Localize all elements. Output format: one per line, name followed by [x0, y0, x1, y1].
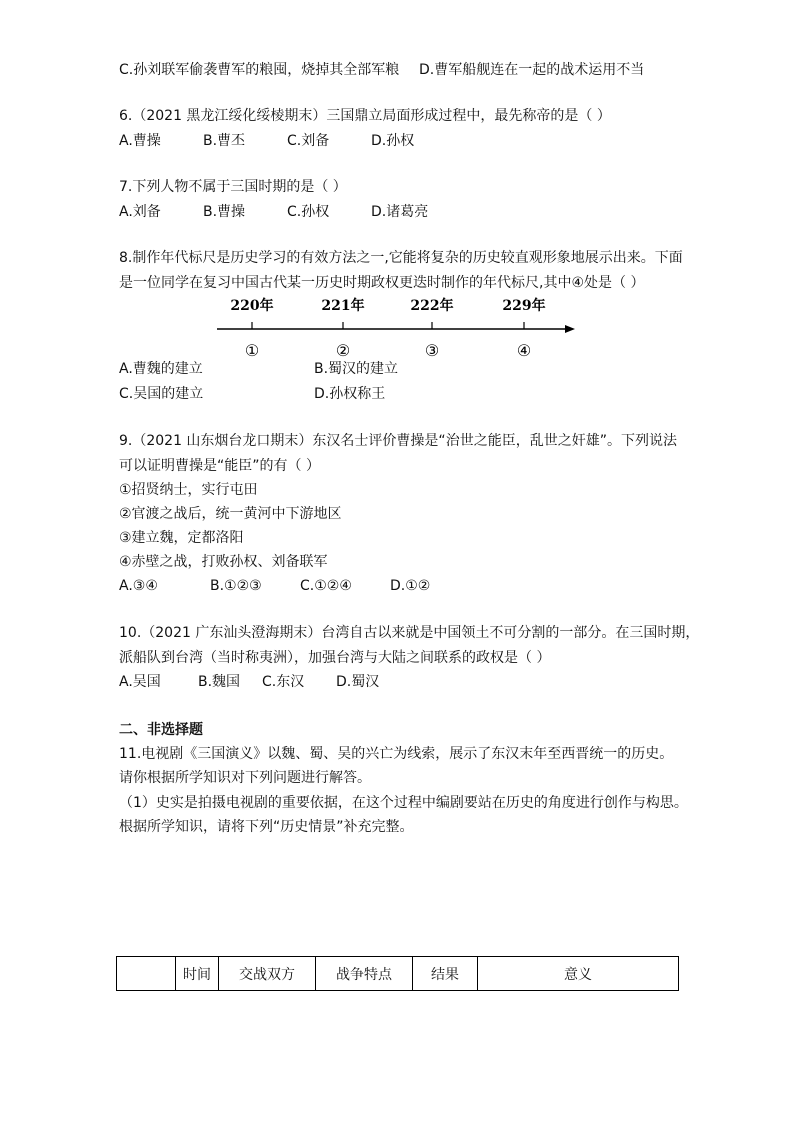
q8-options-row2	[119, 384, 385, 404]
q7-options	[119, 202, 428, 222]
q9-item-2: ②官渡之战后，统一黄河中下游地区	[119, 506, 342, 522]
q8-timeline	[119, 292, 589, 362]
q7-option-b: B.曹操	[203, 204, 246, 220]
q6-option-c: C.刘备	[287, 133, 330, 149]
q10-option-d: D.蜀汉	[336, 674, 380, 690]
q6-option-a: A.曹操	[119, 133, 161, 149]
timeline-mark-2: ②	[335, 341, 351, 360]
timeline-mark-1: ①	[244, 341, 260, 360]
timeline-arrow	[565, 325, 575, 333]
q8-option-b: B.蜀汉的建立	[314, 361, 399, 377]
history-table	[116, 956, 679, 991]
timeline-year-3: 222年	[410, 298, 454, 314]
q5-option-c: C.孙刘联军偷袭曹军的粮囤，烧掉其全部军粮	[119, 62, 400, 78]
table-header-cell: 意义	[478, 957, 679, 991]
timeline-mark-4: ④	[516, 341, 532, 360]
q8-stem-line1: 8.制作年代标尺是历史学习的有效方法之一,它能将复杂的历史较直观形象地展示出来。下面	[119, 250, 683, 266]
q9-option-d: D.①②	[390, 578, 431, 594]
q6-option-d: D.孙权	[371, 133, 415, 149]
section-title: 二、非选择题	[119, 722, 203, 738]
q9-item-3: ③建立魏，定都洛阳	[119, 530, 244, 546]
q9-stem-line2: 可以证明曹操是“能臣”的有（ ）	[119, 458, 320, 474]
table-header-cell: 时间	[176, 957, 219, 991]
table-header-cell: 交战双方	[219, 957, 316, 991]
q9-option-a: A.③④	[119, 578, 158, 594]
q9-option-b: B.①②③	[210, 578, 262, 594]
q8-stem-line2: 是一位同学在复习中国古代某一历史时期政权更迭时制作的年代标尺,其中④处是（ ）	[119, 275, 645, 291]
timeline-year-1: 220年	[230, 298, 274, 314]
q9-options	[119, 576, 430, 596]
table-header-cell: 结果	[413, 957, 478, 991]
q8-option-d: D.孙权称王	[314, 386, 386, 402]
q5-options	[119, 60, 644, 80]
table-header-cell: 战争特点	[316, 957, 413, 991]
q10-option-b: B.魏国	[198, 674, 241, 690]
q10-stem-line2: 派船队到台湾（当时称夷洲），加强台湾与大陆之间联系的政权是（ ）	[119, 650, 551, 666]
table-header-cell	[117, 957, 176, 991]
q9-stem-line1: 9.（2021 山东烟台龙口期末）东汉名士评价曹操是“治世之能臣，乱世之奸雄”。下列说法	[119, 433, 677, 449]
q10-option-a: A.吴国	[119, 674, 161, 690]
q9-option-c: C.①②④	[300, 578, 352, 594]
q9-item-4: ④赤壁之战，打败孙权、刘备联军	[119, 554, 328, 570]
q7-stem: 7.下列人物不属于三国时期的是（ ）	[119, 179, 347, 195]
q7-option-d: D.诸葛亮	[371, 204, 429, 220]
table-header-row	[117, 957, 679, 991]
q7-option-c: C.孙权	[287, 204, 330, 220]
q11-line2: 请你根据所学知识对下列问题进行解答。	[119, 770, 371, 786]
q9-item-1: ①招贤纳士，实行屯田	[119, 482, 258, 498]
q6-stem: 6.（2021 黑龙江绥化绥棱期末）三国鼎立局面形成过程中，最先称帝的是（ ）	[119, 108, 611, 124]
q7-option-a: A.刘备	[119, 204, 161, 220]
q10-stem-line1: 10.（2021 广东汕头澄海期末）台湾自古以来就是中国领土不可分割的一部分。在三国时期，	[119, 625, 700, 641]
q11-line3: （1）史实是拍摄电视剧的重要依据，在这个过程中编剧要站在历史的角度进行创作与构思。	[119, 795, 688, 811]
q11-line4: 根据所学知识，请将下列“历史情景”补充完整。	[119, 819, 414, 835]
timeline-year-4: 229年	[502, 298, 546, 314]
q10-option-c: C.东汉	[262, 674, 305, 690]
timeline-year-2: 221年	[321, 298, 365, 314]
q8-options-row1	[119, 359, 398, 379]
q11-line1: 11.电视剧《三国演义》以魏、蜀、吴的兴亡为线索，展示了东汉末年至西晋统一的历史。	[119, 746, 674, 762]
q8-option-a: A.曹魏的建立	[119, 361, 203, 377]
q6-options	[119, 131, 414, 151]
q6-option-b: B.曹丕	[203, 133, 246, 149]
q10-options	[119, 672, 379, 692]
timeline-mark-3: ③	[424, 341, 440, 360]
q8-option-c: C.吴国的建立	[119, 386, 204, 402]
q5-option-d: D.曹军船舰连在一起的战术运用不当	[419, 62, 645, 78]
